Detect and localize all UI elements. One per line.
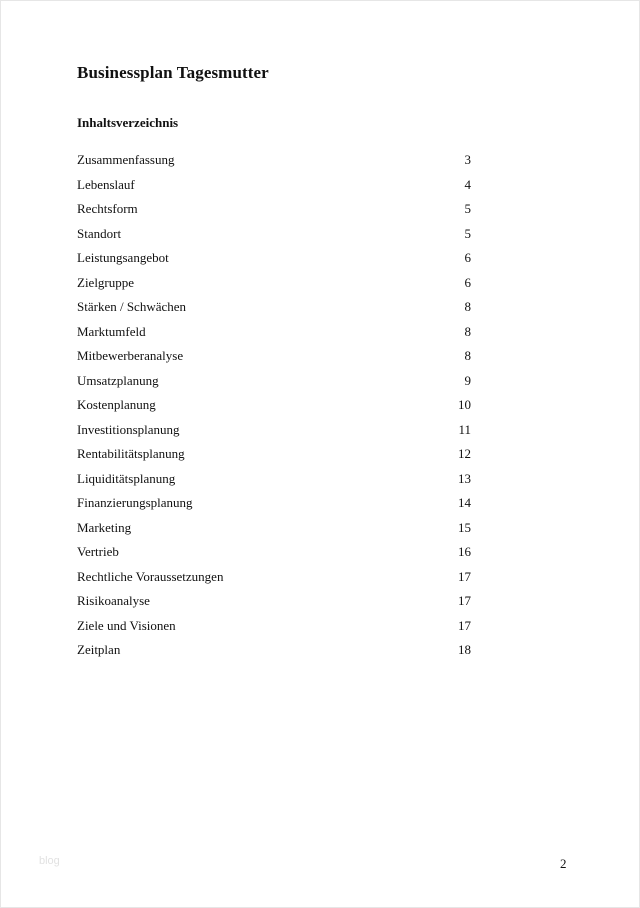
toc-entry-page: 14 [458,495,471,510]
toc-entry [77,396,475,421]
toc-heading: Inhaltsverzeichnis [77,115,179,130]
toc-entry [77,519,475,544]
toc-entry [77,617,475,642]
toc-entry-page: 17 [458,593,471,608]
toc-entry [77,200,475,225]
toc-entry [77,568,475,593]
toc-entry-label: Liquiditätsplanung [77,470,176,486]
toc-entry [77,445,475,470]
toc-entry-page: 6 [464,250,471,265]
toc-entry-label: Rechtliche Voraussetzungen [77,568,224,584]
toc-entry-label: Rentabilitätsplanung [77,446,185,461]
toc-entry-page: 16 [458,544,471,559]
toc-entry [77,323,475,348]
toc-entry [77,249,475,274]
toc-entry [77,347,475,372]
toc-entry-page: 3 [464,152,471,167]
toc-entry-page: 13 [458,470,471,486]
toc-entry-page: 8 [464,348,471,363]
toc-entry [77,176,475,201]
toc-entry [77,592,475,617]
toc-entry-label: Zusammenfassung [77,152,175,167]
toc-entry-page: 6 [464,274,471,290]
toc-entry-label: Standort [77,225,122,241]
toc-entry [77,421,475,446]
toc-entry-page: 10 [458,397,471,412]
toc-entry-label: Finanzierungsplanung [77,495,193,510]
toc-entry-page: 5 [464,201,471,216]
toc-entry-label: Investitionsplanung [77,421,180,437]
toc-entry-page: 17 [458,568,471,584]
toc-entry [77,543,475,568]
toc-entry [77,372,475,397]
toc-entry-page: 4 [464,176,471,192]
toc-entry-label: Zeitplan [77,642,121,657]
toc-entry-label: Lebenslauf [77,176,135,192]
toc-entry-label: Risikoanalyse [77,593,150,608]
toc-entry-label: Zielgruppe [77,274,135,290]
toc-entry-label: Rechtsform [77,201,138,216]
toc-entry-label: Mitbewerberanalyse [77,348,184,363]
toc-entry [77,225,475,250]
toc-entry [77,641,475,666]
toc-entry-page: 8 [464,299,471,314]
toc-entry-label: Vertrieb [77,544,119,559]
toc-entry-label: Marktumfeld [77,323,146,339]
toc-entry [77,470,475,495]
toc-entry [77,298,475,323]
toc-entry-label: Leistungsangebot [77,250,169,265]
toc-entry-label: Ziele und Visionen [77,617,176,633]
toc-entry [77,274,475,299]
toc-entry-label: Umsatzplanung [77,372,159,388]
toc-entry-page: 5 [464,225,471,241]
toc-entry-page: 15 [458,519,471,535]
document-title: Businessplan Tagesmutter [77,63,269,82]
table-of-contents [77,151,475,666]
toc-entry-page: 11 [458,421,471,437]
toc-entry [77,151,475,176]
toc-entry-label: Stärken / Schwächen [77,299,187,314]
watermark: blog [39,855,60,867]
toc-entry-page: 18 [458,642,471,657]
toc-entry-label: Kostenplanung [77,397,156,412]
toc-entry [77,494,475,519]
toc-entry-label: Marketing [77,519,132,535]
page-number: 2 [560,856,567,871]
toc-entry-page: 9 [464,372,471,388]
toc-entry-page: 8 [464,323,471,339]
toc-entry-page: 12 [458,446,471,461]
toc-entry-page: 17 [458,617,471,633]
